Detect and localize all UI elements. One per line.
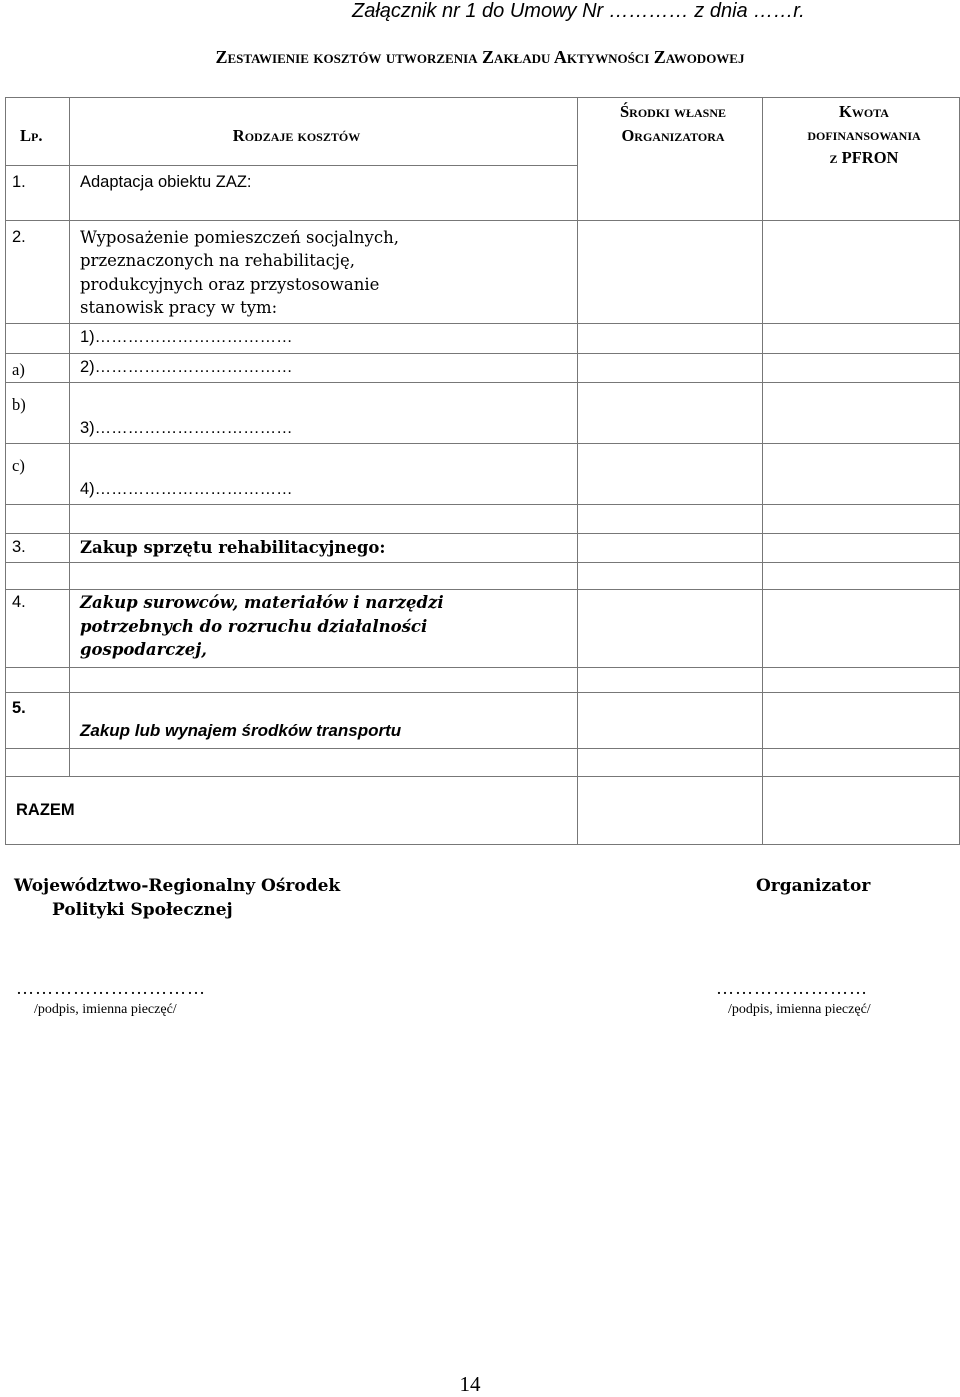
row3-spacer-text [70,563,578,590]
row2-text-line1: Wyposażenie pomieszczeń socjalnych, [80,227,399,247]
row4-spacer-lp [6,668,70,693]
row3-spacer-own[interactable] [578,563,763,590]
header-pfron-line2: dofinansowania [807,125,921,144]
header-own-funds-line2: Organizatora [621,126,725,145]
row2-item2-text: 2)……………………………… [70,353,578,382]
header-pfron-amount [763,98,960,221]
row2-text-line3: produkcyjnych oraz przystosowanie [80,274,380,294]
header-pfron-line3: z PFRON [829,148,899,167]
row2-item3-own-cell[interactable] [578,383,763,443]
row5-spacer-pfron[interactable] [763,748,960,776]
row5-pfron-cell[interactable] [763,693,960,749]
row5-spacer-text [70,748,578,776]
row2-spacer-own[interactable] [578,505,763,534]
row4-pfron-cell[interactable] [763,590,960,668]
total-pfron-cell[interactable] [763,776,960,844]
row4-text-line1: Zakup surowców, materiałów i narzędzi [80,593,444,613]
row2-own-cell[interactable] [578,220,763,323]
row2-item1-text: 1)……………………………… [70,323,578,353]
row2-spacer-text [70,505,578,534]
row4-spacer-text [70,668,578,693]
page-number: 14 [459,1372,481,1396]
signature-right-line: …………………… [716,978,868,998]
row5-number: 5. [6,693,70,749]
row3-pfron-cell[interactable] [763,534,960,563]
row2-spacer-lp [6,505,70,534]
row1-number: 1. [6,166,70,221]
cost-table [5,97,960,845]
row2-text [70,220,578,323]
signature-right-title: Organizator [756,876,871,896]
row5-own-cell[interactable] [578,693,763,749]
row2-item4-pfron-cell[interactable] [763,443,960,505]
signature-left-title [14,874,340,922]
row4-own-cell[interactable] [578,590,763,668]
signature-right-caption: /podpis, imienna pieczęć/ [728,1002,871,1017]
header-cost-kinds: Rodzaje kosztów [70,98,578,166]
row2-item1-pfron-cell[interactable] [763,323,960,353]
annex-heading: Załącznik nr 1 do Umowy Nr ………… z dnia ……r. [352,0,805,22]
row2-item1-lp [6,323,70,353]
row2-spacer-pfron[interactable] [763,505,960,534]
header-own-funds-line1: Środki własne [620,102,726,121]
row2-item2-own-cell[interactable] [578,353,763,382]
row5-spacer-lp [6,748,70,776]
row3-number: 3. [6,534,70,563]
row2-item4-own-cell[interactable] [578,443,763,505]
row2-item4-lp: c) [6,443,70,505]
row2-pfron-cell[interactable] [763,220,960,323]
row1-text: Adaptacja obiektu ZAZ: [70,166,578,221]
row2-item2-lp: a) [6,353,70,382]
row4-text-line2: potrzebnych do rozruchu działalności [80,616,428,636]
total-own-cell[interactable] [578,776,763,844]
row3-spacer-lp [6,563,70,590]
row2-item1-own-cell[interactable] [578,323,763,353]
row5-spacer-own[interactable] [578,748,763,776]
row4-text [70,590,578,668]
row2-item2-pfron-cell[interactable] [763,353,960,382]
row5-text: Zakup lub wynajem środków transportu [70,693,578,749]
row2-item3-lp: b) [6,383,70,443]
row3-spacer-pfron[interactable] [763,563,960,590]
header-pfron-line1: Kwota [839,102,889,121]
row2-number: 2. [6,220,70,323]
total-label: RAZEM [6,776,578,844]
row4-text-line3: gospodarczej, [80,640,207,660]
row2-item3-text: 3)……………………………… [70,383,578,443]
row2-item4-text: 4)……………………………… [70,443,578,505]
row3-own-cell[interactable] [578,534,763,563]
row2-text-line4: stanowisk pracy w tym: [80,298,278,318]
header-lp: Lp. [6,98,70,166]
row4-number: 4. [6,590,70,668]
row2-item3-pfron-cell[interactable] [763,383,960,443]
header-own-funds [578,98,763,221]
document-title: Zestawienie kosztów utworzenia Zakładu Aktywności Zawodowej [215,47,745,67]
signature-left-line: ………………………… [16,978,206,998]
row4-spacer-pfron[interactable] [763,668,960,693]
row4-spacer-own[interactable] [578,668,763,693]
row3-text: Zakup sprzętu rehabilitacyjnego: [70,534,578,563]
signature-left-line2: Polityki Społecznej [52,900,233,920]
row2-text-line2: przeznaczonych na rehabilitację, [80,251,356,271]
signature-left-line1: Województwo-Regionalny Ośrodek [14,876,341,896]
signature-left-caption: /podpis, imienna pieczęć/ [34,1002,177,1017]
